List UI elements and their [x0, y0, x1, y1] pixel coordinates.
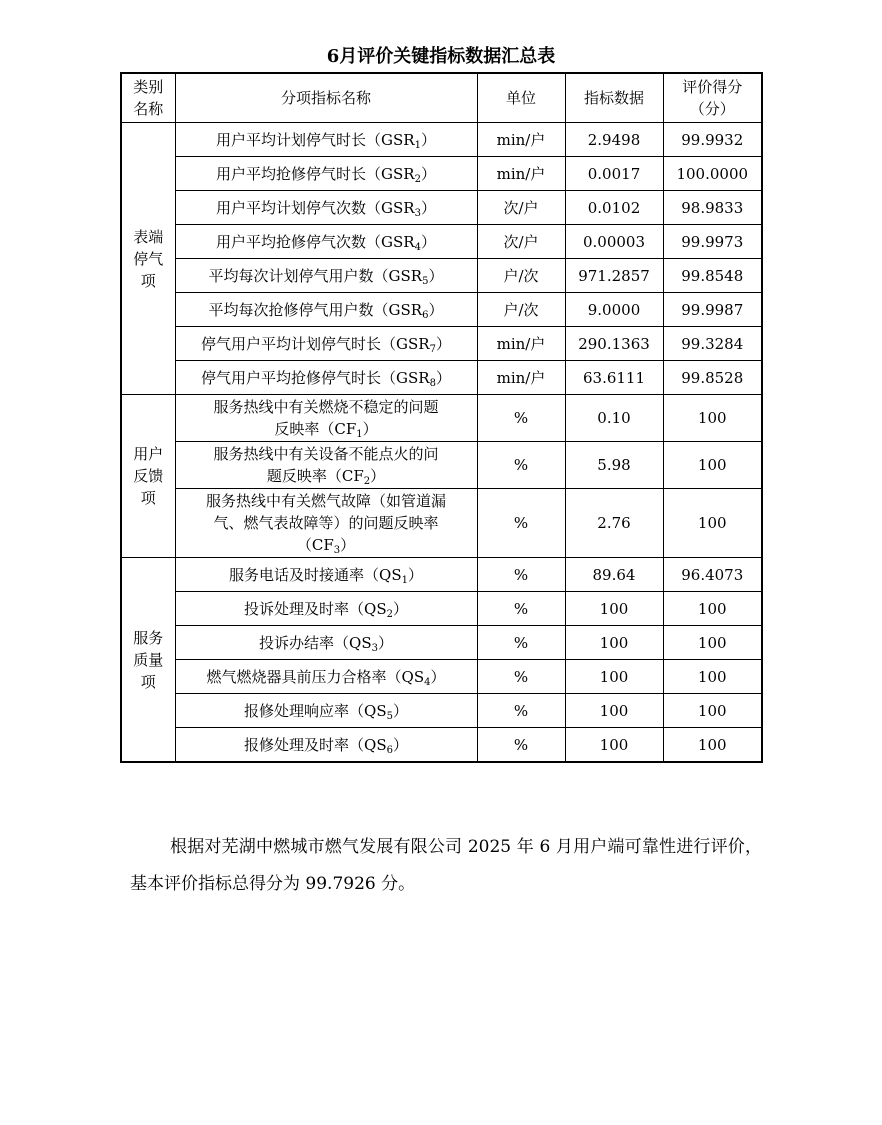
item-data: 100 — [565, 660, 663, 694]
item-unit: min/户 — [477, 361, 565, 395]
item-unit: % — [477, 442, 565, 489]
item-data: 89.64 — [565, 558, 663, 592]
table-row — [121, 191, 762, 225]
item-unit: % — [477, 728, 565, 763]
item-unit: % — [477, 489, 565, 558]
category-line: 表端 — [133, 227, 164, 246]
item-data: 0.00003 — [565, 225, 663, 259]
item-name: 停气用户平均抢修停气时长$(GSR_8)$ — [175, 361, 477, 395]
item-unit: % — [477, 660, 565, 694]
item-name: 燃气燃烧器具前压力合格率$(QS_4)$ — [175, 660, 477, 694]
item-score: 99.9932 — [663, 123, 762, 157]
category-line: 质量 — [133, 650, 164, 669]
item-score: 100 — [663, 694, 762, 728]
category-meter — [121, 123, 175, 395]
item-score: 100 — [663, 442, 762, 489]
category-line: 项 — [140, 489, 156, 507]
item-unit: min/户 — [477, 157, 565, 191]
table-row — [121, 592, 762, 626]
item-unit: 次/户 — [477, 191, 565, 225]
item-score: 99.8548 — [663, 259, 762, 293]
header-category-line: 名称 — [133, 100, 164, 118]
item-data: 290.1363 — [565, 327, 663, 361]
item-unit: % — [477, 592, 565, 626]
table-row — [121, 442, 762, 489]
item-unit: % — [477, 558, 565, 592]
item-data: 0.0017 — [565, 157, 663, 191]
item-unit: % — [477, 694, 565, 728]
item-name: 用户平均抢修停气次数$(GSR_4)$ — [175, 225, 477, 259]
item-data: 100 — [565, 728, 663, 763]
item-name: 用户平均计划停气时长$(GSR_1)$ — [175, 123, 477, 157]
header-item-name: 分项指标名称 — [175, 73, 477, 123]
item-data: 2.76 — [565, 489, 663, 558]
item-unit: % — [477, 395, 565, 442]
item-data: 9.0000 — [565, 293, 663, 327]
item-score: 100 — [663, 626, 762, 660]
item-score: 100 — [663, 395, 762, 442]
header-data: 指标数据 — [565, 73, 663, 123]
item-name: 平均每次计划停气用户数$(GSR_5)$ — [175, 259, 477, 293]
header-category-line: 类别 — [133, 78, 164, 96]
category-line: 项 — [140, 672, 156, 691]
table-row — [121, 157, 762, 191]
category-line: 服务 — [133, 628, 164, 647]
header-score — [663, 73, 762, 123]
item-data: 971.2857 — [565, 259, 663, 293]
item-data: 100 — [565, 592, 663, 626]
item-score: 100 — [663, 592, 762, 626]
item-name: 平均每次抢修停气用户数$(GSR_6)$ — [175, 293, 477, 327]
table-row — [121, 626, 762, 660]
conclusion-paragraph: 根据对芜湖中燃城市燃气发展有限公司 2025 年 6 月用户端可靠性进行评价，基本评价指标总得分为 99.7926 分。 — [130, 837, 762, 894]
item-name: 报修处理响应率$(QS_5)$ — [175, 694, 477, 728]
item-unit: % — [477, 626, 565, 660]
item-score: 100.0000 — [663, 157, 762, 191]
item-name: 停气用户平均计划停气时长$(GSR_7)$ — [175, 327, 477, 361]
item-score: 96.4073 — [663, 558, 762, 592]
category-line: 项 — [140, 271, 156, 290]
table-row — [121, 395, 762, 442]
item-score: 100 — [663, 728, 762, 763]
item-name: 服务电话及时接通率$(QS_1)$ — [175, 558, 477, 592]
item-score: 99.3284 — [663, 327, 762, 361]
item-score: 98.9833 — [663, 191, 762, 225]
table-title: 6月评价关键指标数据汇总表 — [326, 46, 556, 67]
item-name: 服务热线中有关燃烧不稳定的问题 反映率$(CF_1)$ — [175, 395, 477, 442]
item-name: 报修处理及时率$(QS_6)$ — [175, 728, 477, 763]
table-row — [121, 123, 762, 157]
category-line: 用户 — [133, 445, 164, 463]
item-name: 投诉办结率$(QS_3)$ — [175, 626, 477, 660]
item-unit: min/户 — [477, 123, 565, 157]
item-name: 服务热线中有关设备不能点火的问 题反映率$(CF_2)$ — [175, 442, 477, 489]
category-line: 反馈 — [133, 467, 164, 485]
item-data: 0.0102 — [565, 191, 663, 225]
item-score: 99.8528 — [663, 361, 762, 395]
item-data: 63.6111 — [565, 361, 663, 395]
category-line: 停气 — [133, 249, 164, 268]
item-data: 2.9498 — [565, 123, 663, 157]
item-score: 100 — [663, 489, 762, 558]
item-data: 100 — [565, 626, 663, 660]
table-row — [121, 489, 762, 558]
item-name: 服务热线中有关燃气故障（如管道漏 气、燃气表故障等）的问题反映率 $(CF_3)$ — [175, 489, 477, 558]
table-row — [121, 728, 762, 763]
item-unit: 次/户 — [477, 225, 565, 259]
item-score: 99.9973 — [663, 225, 762, 259]
header-score-line: （分） — [689, 100, 735, 118]
header-unit: 单位 — [477, 73, 565, 123]
item-data: 100 — [565, 694, 663, 728]
table-header-row — [121, 73, 762, 123]
item-data: 0.10 — [565, 395, 663, 442]
table-row — [121, 361, 762, 395]
table-row — [121, 293, 762, 327]
item-name: 用户平均抢修停气时长$(GSR_2)$ — [175, 157, 477, 191]
table-row — [121, 558, 762, 592]
item-unit: min/户 — [477, 327, 565, 361]
kpi-summary-table — [120, 72, 763, 763]
item-unit: 户/次 — [477, 259, 565, 293]
table-row — [121, 694, 762, 728]
header-category — [121, 73, 175, 123]
item-name: 投诉处理及时率$(QS_2)$ — [175, 592, 477, 626]
table-row — [121, 327, 762, 361]
category-service — [121, 558, 175, 763]
item-score: 100 — [663, 660, 762, 694]
table-row — [121, 225, 762, 259]
table-row — [121, 259, 762, 293]
table-row — [121, 660, 762, 694]
item-unit: 户/次 — [477, 293, 565, 327]
item-name: 用户平均计划停气次数$(GSR_3)$ — [175, 191, 477, 225]
item-data: 5.98 — [565, 442, 663, 489]
header-score-line: 评价得分 — [682, 78, 743, 96]
item-score: 99.9987 — [663, 293, 762, 327]
category-feedback — [121, 395, 175, 558]
